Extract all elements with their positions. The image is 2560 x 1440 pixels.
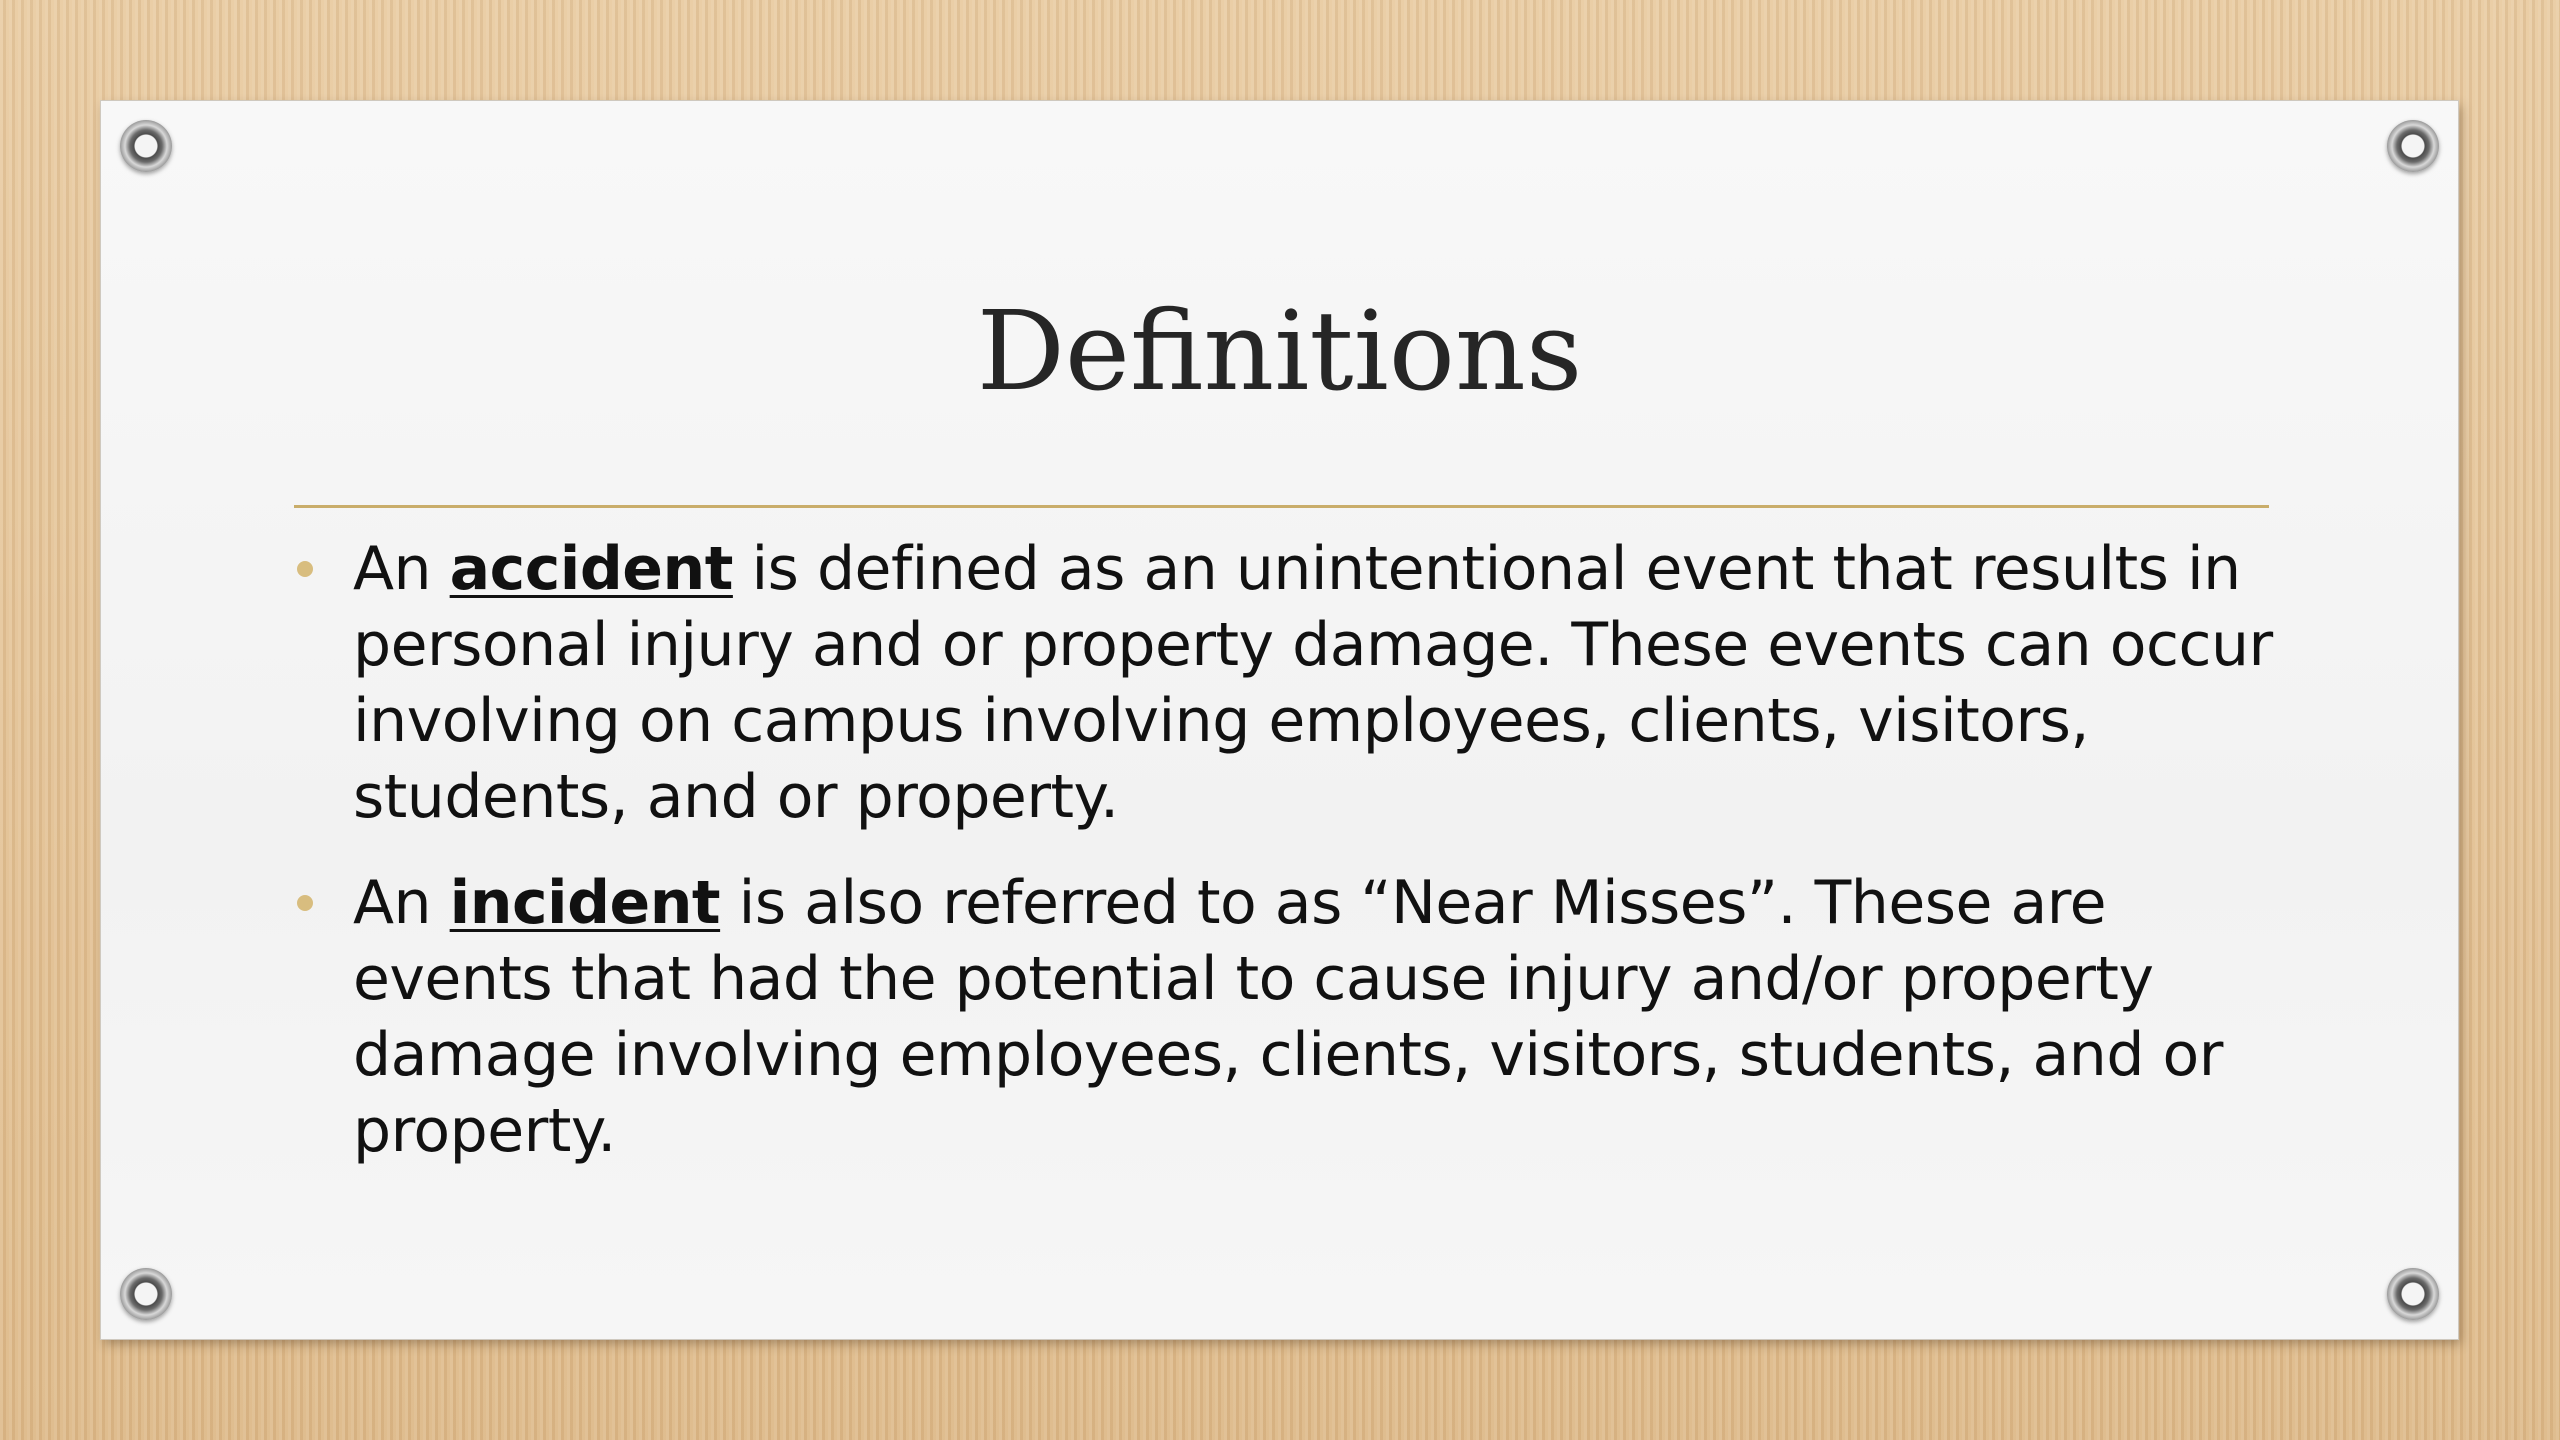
slide-title: Definitions bbox=[976, 287, 1583, 415]
term-incident: incident bbox=[449, 868, 721, 938]
bullet-text: is defined as an unintentional event that results in personal injury and or property damage. These events can occur involving on campus involving employees, clients, visitors, students, and or property. bbox=[353, 534, 2273, 832]
bullet-prefix: An bbox=[353, 868, 450, 938]
bullet-dot-icon bbox=[297, 895, 313, 911]
bullet-item-incident bbox=[293, 865, 2303, 1169]
title-divider bbox=[294, 505, 2269, 508]
slide-board bbox=[101, 101, 2458, 1339]
grommet-icon bbox=[2387, 120, 2439, 172]
bullet-text: is also referred to as “Near Misses”. These are events that had the potential to cause injury and/or property damage involving employees, clients, visitors, students, and or property. bbox=[353, 868, 2223, 1166]
term-accident: accident bbox=[449, 534, 733, 604]
grommet-icon bbox=[120, 1268, 172, 1320]
bullet-prefix: An bbox=[353, 534, 450, 604]
bullet-item-accident bbox=[293, 531, 2303, 835]
bullet-list bbox=[293, 531, 2303, 1199]
grommet-icon bbox=[2387, 1268, 2439, 1320]
grommet-icon bbox=[120, 120, 172, 172]
bullet-dot-icon bbox=[297, 561, 313, 577]
